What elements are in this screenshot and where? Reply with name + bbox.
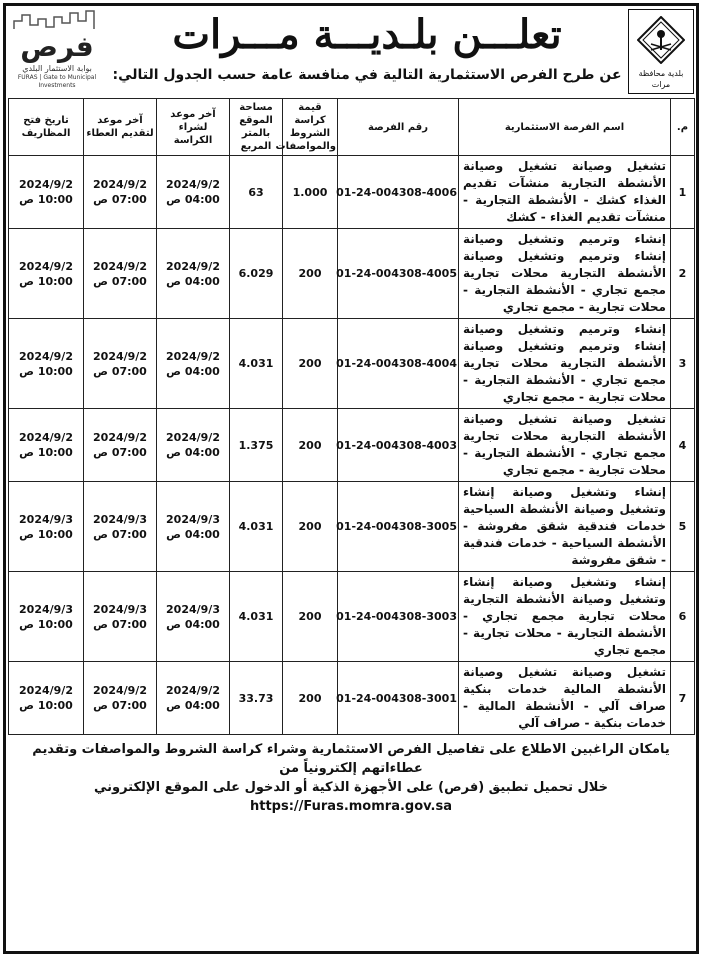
cell-purchase: 2024/9/2 04:00 ص	[157, 409, 230, 482]
cell-id: 01-24-004308-3005	[338, 482, 459, 572]
cell-area: 4.031	[230, 482, 283, 572]
table-header-row	[9, 99, 695, 156]
cell-name: تشغيل وصيانة تشغيل وصيانة الأنشطة التجارية منشآت تقديم الغذاء كشك - الأنشطة التجارية - منشآت تقديم الغذاء - كشك	[459, 156, 671, 229]
opportunities-table	[8, 98, 695, 735]
cell-no: 3	[671, 319, 695, 409]
cell-area: 6.029	[230, 229, 283, 319]
table-row	[9, 409, 695, 482]
ad-title: تعلـــن بلـديـــة مـــرات	[172, 11, 562, 58]
cell-id: 01-24-004308-4005	[338, 229, 459, 319]
ad-frame	[3, 3, 699, 954]
table-row	[9, 319, 695, 409]
cell-no: 7	[671, 662, 695, 735]
table-row	[9, 229, 695, 319]
palm-swords-emblem-icon	[637, 16, 685, 64]
table-row	[9, 156, 695, 229]
cell-name: تشغيل وصيانة تشغيل وصيانة الأنشطة التجارية محلات تجارية مجمع تجاري - الأنشطة التجارية - محلات تجارية - مجمع تجاري	[459, 409, 671, 482]
column-header: اسم الفرصة الاستثمارية	[459, 99, 671, 156]
footer-line-1: يامكان الراغبين الاطلاع على تفاصيل الفرص الاستثمارية وشراء كراسة الشروط والمواصفات وتقديم عطاءاتهم إلكترونياً من	[32, 742, 670, 776]
cell-no: 2	[671, 229, 695, 319]
cell-no: 6	[671, 572, 695, 662]
table-row	[9, 572, 695, 662]
skyline-icon	[12, 9, 102, 31]
column-header: قيمة كراسة الشروط والمواصفات	[283, 99, 338, 156]
cell-price: 200	[283, 482, 338, 572]
cell-bid: 2024/9/3 07:00 ص	[84, 482, 157, 572]
cell-no: 1	[671, 156, 695, 229]
cell-purchase: 2024/9/3 04:00 ص	[157, 572, 230, 662]
cell-area: 4.031	[230, 572, 283, 662]
cell-bid: 2024/9/2 07:00 ص	[84, 662, 157, 735]
furas-logo-text: فرص	[20, 30, 94, 63]
cell-open: 2024/9/2 10:00 ص	[9, 662, 84, 735]
cell-name: إنشاء وترميم وتشغيل وصيانة إنشاء وترميم وتشغيل وصيانة الأنشطة التجارية محلات تجارية مجمع تجاري - الأنشطة التجارية - محلات تجارية - مجمع تجاري	[459, 319, 671, 409]
cell-purchase: 2024/9/2 04:00 ص	[157, 156, 230, 229]
cell-bid: 2024/9/2 07:00 ص	[84, 319, 157, 409]
emblem-caption: بلدية محافظة مرات	[638, 69, 684, 89]
cell-bid: 2024/9/2 07:00 ص	[84, 156, 157, 229]
cell-area: 1.375	[230, 409, 283, 482]
cell-bid: 2024/9/3 07:00 ص	[84, 572, 157, 662]
cell-bid: 2024/9/2 07:00 ص	[84, 229, 157, 319]
cell-open: 2024/9/3 10:00 ص	[9, 482, 84, 572]
cell-open: 2024/9/2 10:00 ص	[9, 229, 84, 319]
cell-area: 4.031	[230, 319, 283, 409]
cell-open: 2024/9/2 10:00 ص	[9, 319, 84, 409]
cell-price: 200	[283, 409, 338, 482]
footer-note	[8, 740, 694, 816]
column-header: م.	[671, 99, 695, 156]
cell-purchase: 2024/9/2 04:00 ص	[157, 229, 230, 319]
column-header: رقم الفرصة	[338, 99, 459, 156]
cell-name: إنشاء وترميم وتشغيل وصيانة إنشاء وترميم وتشغيل وصيانة الأنشطة التجارية محلات تجارية مجمع تجاري - الأنشطة التجارية - محلات تجارية - مجمع تجاري	[459, 229, 671, 319]
cell-open: 2024/9/3 10:00 ص	[9, 572, 84, 662]
cell-id: 01-24-004308-3003	[338, 572, 459, 662]
column-header: مساحة الموقع بالمتر المربع	[230, 99, 283, 156]
cell-bid: 2024/9/2 07:00 ص	[84, 409, 157, 482]
ad-header	[8, 9, 694, 94]
cell-name: إنشاء وتشغيل وصيانة إنشاء وتشغيل وصيانة الأنشطة التجارية محلات تجارية مجمع تجاري - الأنشطة التجارية - محلات تجارية - مجمع تجاري	[459, 572, 671, 662]
furas-tagline-en: FURAS | Gate to Municipal Investments	[17, 74, 97, 89]
column-header: آخر موعد لشراء الكراسة	[157, 99, 230, 156]
ad-heading	[110, 9, 624, 85]
cell-price: 200	[283, 572, 338, 662]
cell-area: 33.73	[230, 662, 283, 735]
cell-id: 01-24-004308-4004	[338, 319, 459, 409]
cell-no: 4	[671, 409, 695, 482]
furas-logo	[8, 9, 106, 90]
cell-purchase: 2024/9/2 04:00 ص	[157, 662, 230, 735]
cell-id: 01-24-004308-4003	[338, 409, 459, 482]
furas-tagline: بوابة الاستثمار البلدي	[22, 64, 92, 73]
cell-id: 01-24-004308-3001	[338, 662, 459, 735]
cell-id: 01-24-004308-4006	[338, 156, 459, 229]
cell-area: 63	[230, 156, 283, 229]
column-header: تاريخ فتح المظاريف	[9, 99, 84, 156]
cell-open: 2024/9/2 10:00 ص	[9, 409, 84, 482]
municipality-emblem	[628, 9, 694, 94]
table-row	[9, 662, 695, 735]
cell-no: 5	[671, 482, 695, 572]
cell-price: 200	[283, 662, 338, 735]
table-row	[9, 482, 695, 572]
cell-purchase: 2024/9/3 04:00 ص	[157, 482, 230, 572]
cell-price: 200	[283, 319, 338, 409]
footer-line-2: خلال تحميل تطبيق (فرص) على الأجهزة الذكية أو الدخول على الموقع الإلكتروني https://Furas.momra.gov.sa	[93, 780, 608, 814]
cell-name: تشغيل وصيانة تشغيل وصيانة الأنشطة المالية خدمات بنكية صراف آلي - الأنشطة المالية - خدمات بنكية - صراف آلي	[459, 662, 671, 735]
cell-price: 200	[283, 229, 338, 319]
cell-purchase: 2024/9/2 04:00 ص	[157, 319, 230, 409]
cell-name: إنشاء وتشغيل وصيانة إنشاء وتشغيل وصيانة الأنشطة السياحية خدمات فندقية شقق مفروشة - الأنشطة السياحية - خدمات فندقية - شقق مفروشة	[459, 482, 671, 572]
column-header: آخر موعد لتقديم العطاء	[84, 99, 157, 156]
cell-price: 1.000	[283, 156, 338, 229]
cell-open: 2024/9/2 10:00 ص	[9, 156, 84, 229]
ad-subtitle: عن طرح الفرص الاستثمارية التالية في منافسة عامة حسب الجدول التالي:	[112, 67, 622, 83]
